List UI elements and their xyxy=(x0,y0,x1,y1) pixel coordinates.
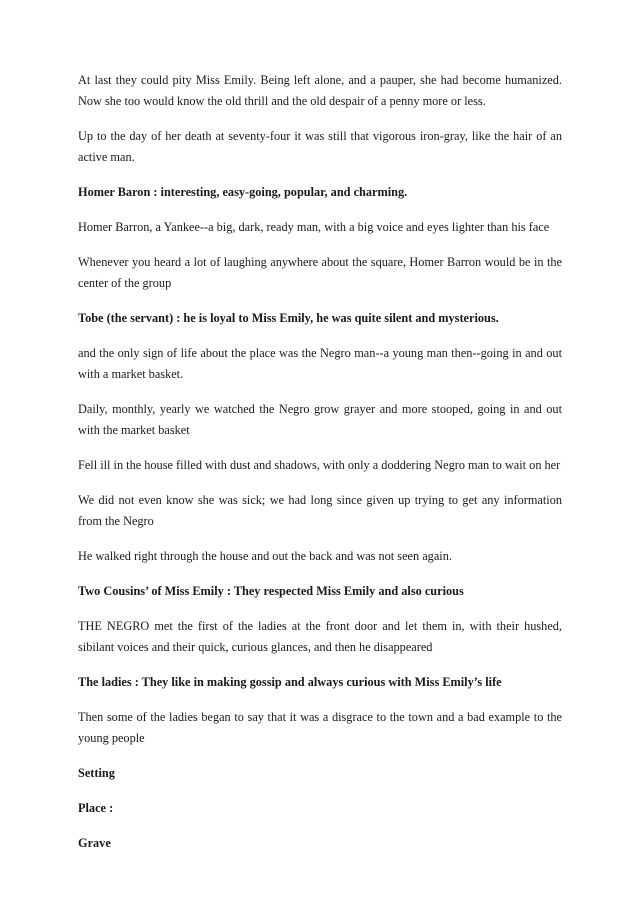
section-heading: Tobe (the servant) : he is loyal to Miss Emily, he was quite silent and mysterious. xyxy=(78,311,499,325)
body-paragraph: Then some of the ladies began to say that it was a disgrace to the town and a bad example to the young people xyxy=(78,710,562,745)
body-paragraph: Fell ill in the house filled with dust and shadows, with only a doddering Negro man to wait on her xyxy=(78,458,561,472)
section-heading: Two Cousins’ of Miss Emily : They respected Miss Emily and also curious xyxy=(78,584,464,598)
section-heading: Homer Baron : interesting, easy-going, popular, and charming. xyxy=(78,185,408,199)
body-paragraph: and the only sign of life about the place was the Negro man--a young man then--going in and out with a market basket. xyxy=(78,346,562,381)
section-heading: Setting xyxy=(78,766,115,780)
section-heading: The ladies : They like in making gossip and always curious with Miss Emily’s life xyxy=(78,675,502,689)
body-paragraph: He walked right through the house and out the back and was not seen again. xyxy=(78,549,452,563)
body-paragraph: Up to the day of her death at seventy-four it was still that vigorous iron-gray, like the hair of an active man. xyxy=(78,129,562,164)
section-heading: Grave xyxy=(78,836,111,850)
body-paragraph: Homer Barron, a Yankee--a big, dark, ready man, with a big voice and eyes lighter than his face xyxy=(78,220,550,234)
body-paragraph: THE NEGRO met the first of the ladies at the front door and let them in, with their hushed, sibilant voices and their quick, curious glances, and then he disappeared xyxy=(78,619,562,654)
body-paragraph: Daily, monthly, yearly we watched the Negro grow grayer and more stooped, going in and out with the market basket xyxy=(78,402,562,437)
body-paragraph: Whenever you heard a lot of laughing anywhere about the square, Homer Barron would be in the center of the group xyxy=(78,255,562,290)
section-heading: Place : xyxy=(78,801,114,815)
document-body xyxy=(78,70,562,868)
body-paragraph: At last they could pity Miss Emily. Being left alone, and a pauper, she had become humanized. Now she too would know the old thrill and the old despair of a penny more or less. xyxy=(78,73,562,108)
body-paragraph: We did not even know she was sick; we had long since given up trying to get any information from the Negro xyxy=(78,493,562,528)
